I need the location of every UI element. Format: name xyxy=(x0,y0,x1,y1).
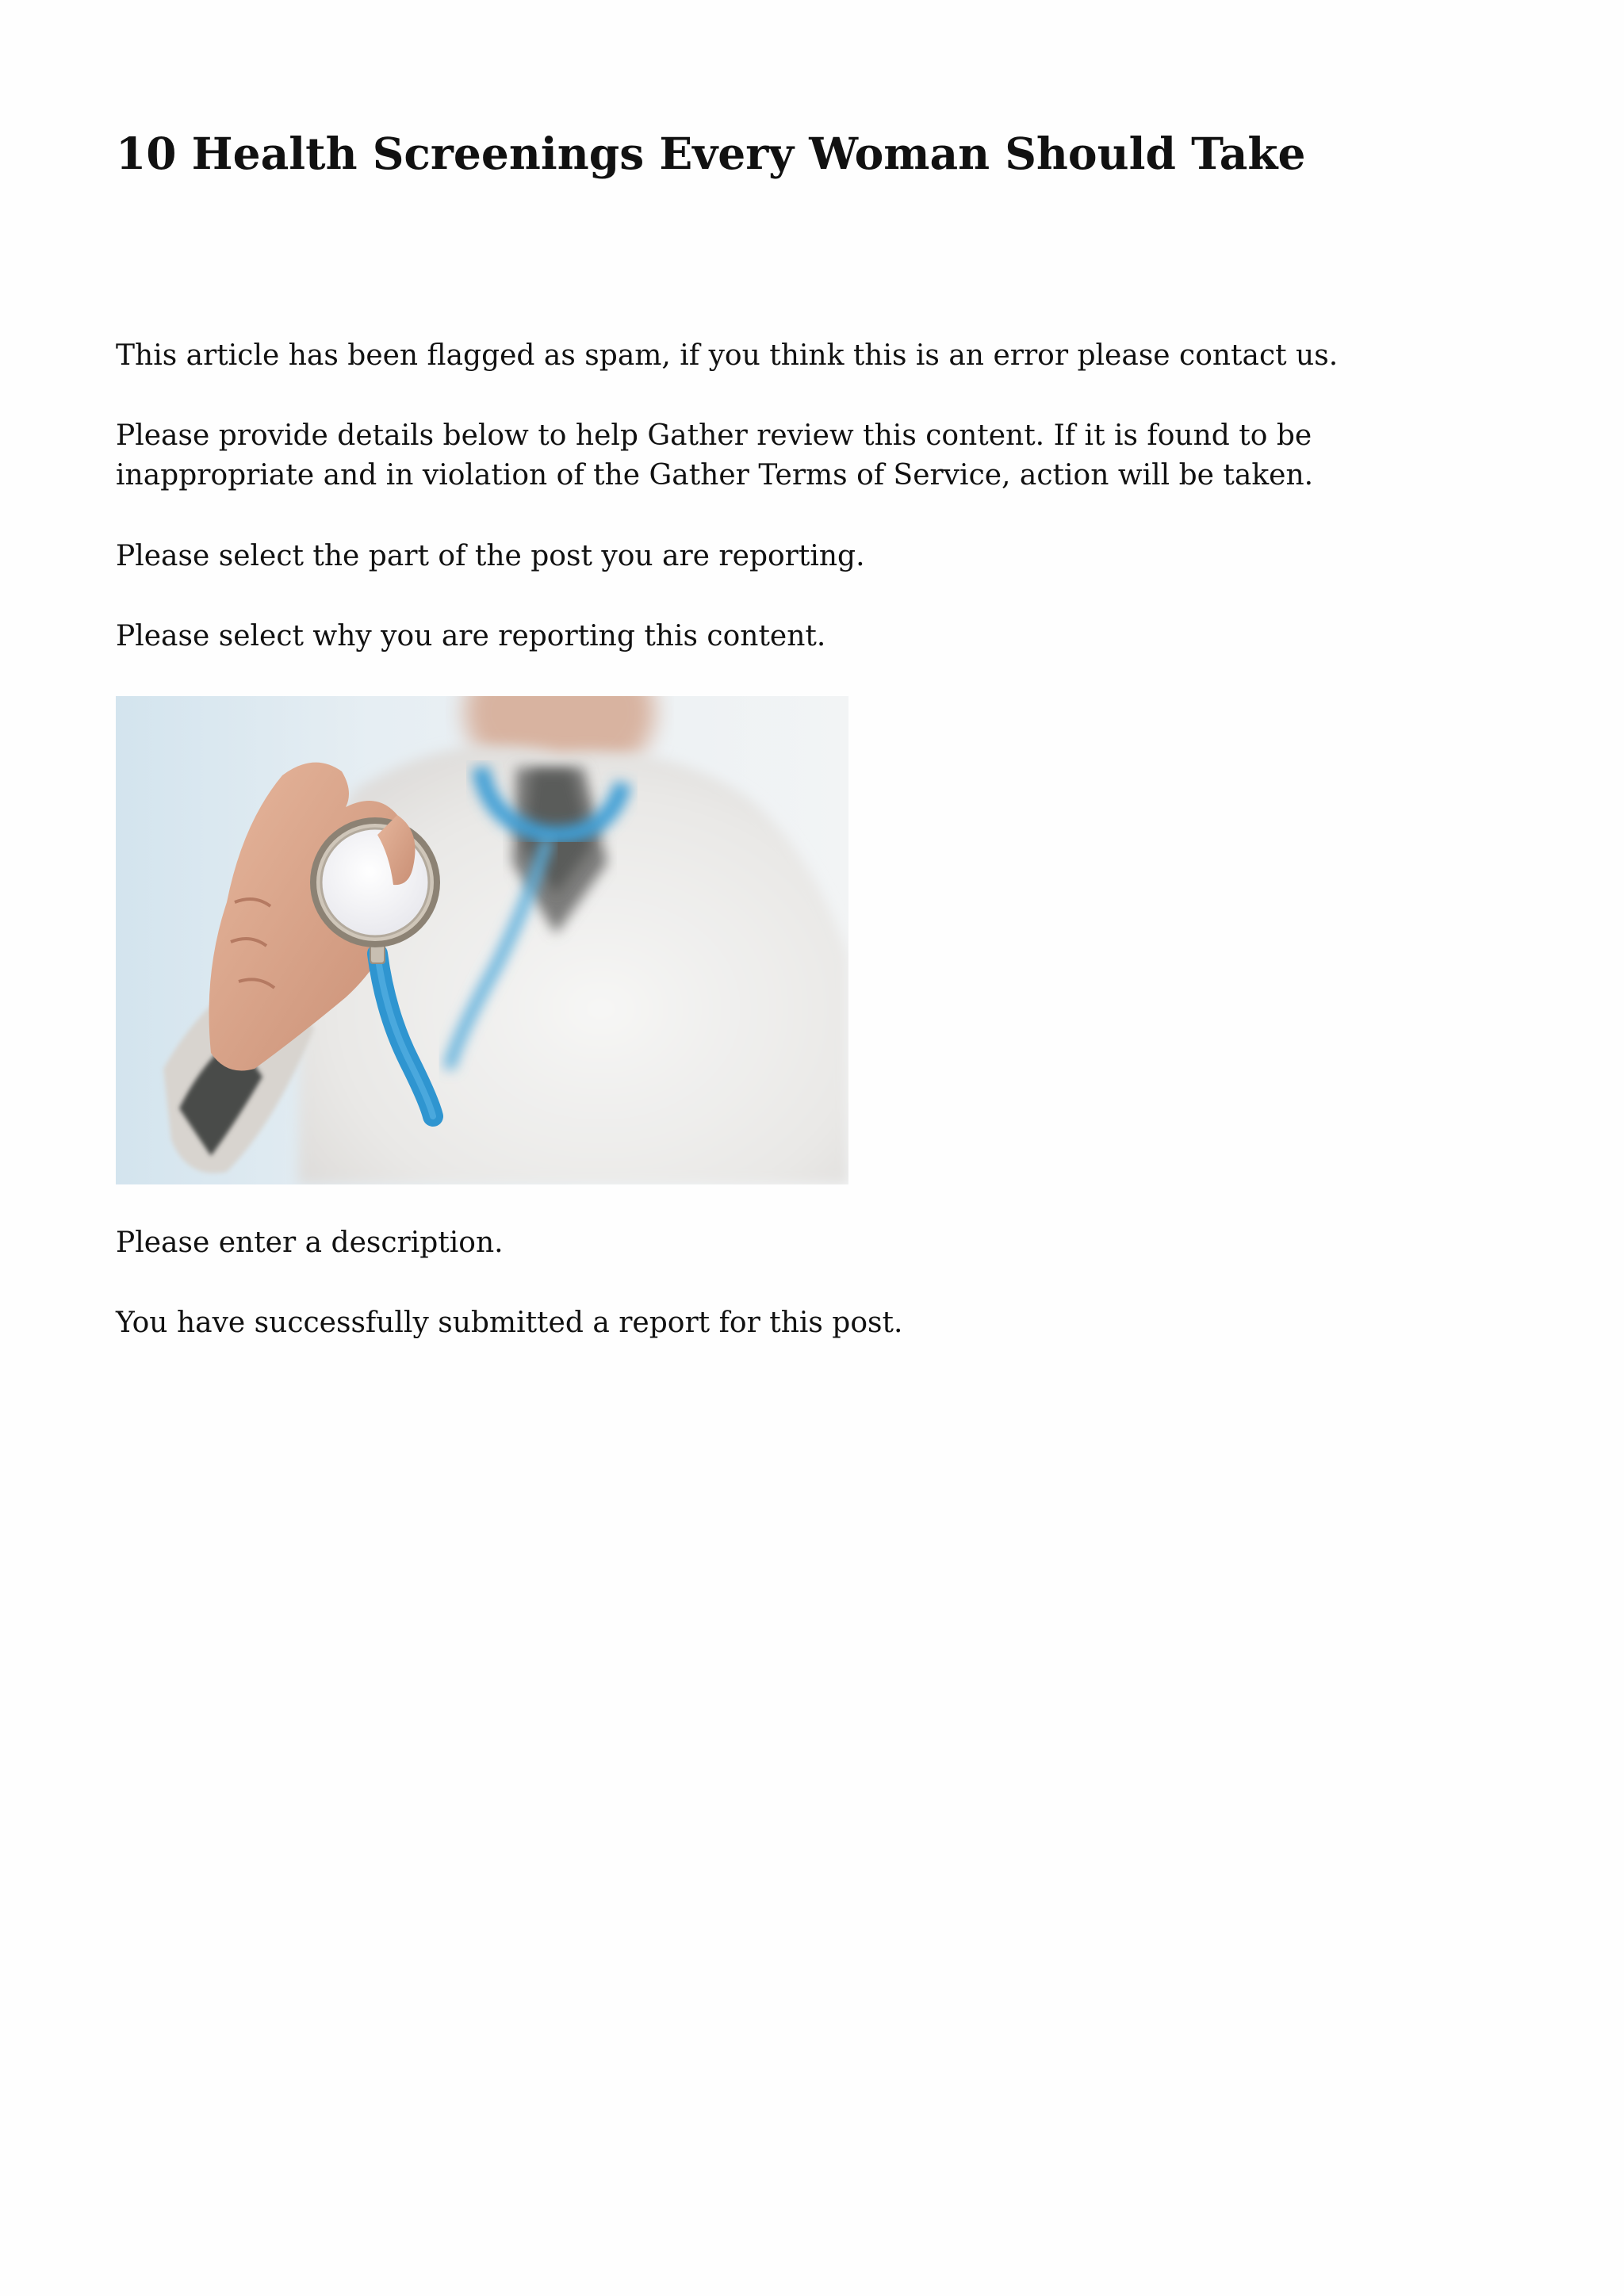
select-reason-prompt: Please select why you are reporting this content. xyxy=(116,620,826,652)
select-part-prompt: Please select the part of the post you are reporting. xyxy=(116,540,865,572)
report-instructions: Please provide details below to help Gather review this content. If it is found to be inappropriate and in violation of the Gather Terms of Service, action will be taken. xyxy=(116,419,1314,492)
success-message: You have successfully submitted a report for this post. xyxy=(116,1307,903,1339)
description-prompt: Please enter a description. xyxy=(116,1226,504,1259)
article-title: 10 Health Screenings Every Woman Should Take xyxy=(116,128,1306,179)
spam-notice: This article has been flagged as spam, if you think this is an error please contact us. xyxy=(116,339,1339,372)
doctor-stethoscope-image xyxy=(116,696,848,1184)
